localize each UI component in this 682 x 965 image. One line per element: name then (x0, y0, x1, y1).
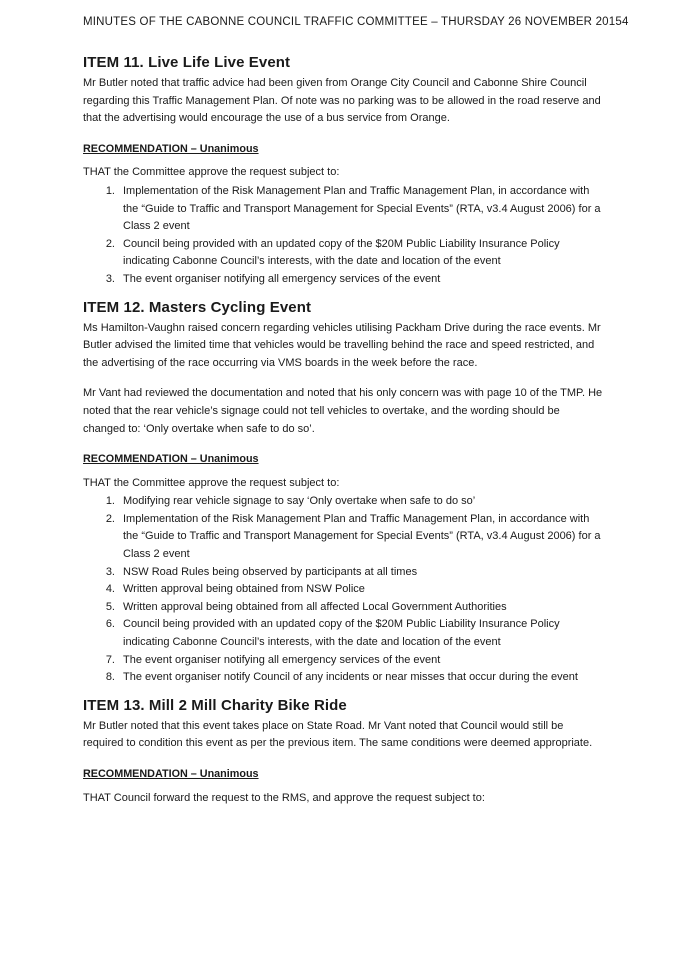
agenda-item (83, 54, 603, 289)
header-title: MINUTES OF THE CABONNE COUNCIL TRAFFIC COMMITTEE – THURSDAY 26 NOVEMBER 2015 (83, 16, 622, 28)
item-paragraph: Ms Hamilton-Vaughn raised concern regarding vehicles utilising Packham Drive during the race events. Mr Butler advised the limited time that vehicles would be travelling behind the race and speed restricted, and the advertising of the race occurring via VMS boards in the week before the race. (83, 321, 601, 369)
condition-text: The event organiser notify Council of any incidents or near misses that occur during the event (123, 671, 578, 684)
condition-text: Written approval being obtained from NSW Police (123, 583, 365, 596)
condition-text: Implementation of the Risk Management Plan and Traffic Management Plan, in accordance with the “Guide to Traffic and Transport Management for Special Events” (RTA, v3.4 August 2006) for a Class 2 event (123, 512, 601, 561)
item-heading: ITEM 11. Live Life Live Event (83, 54, 291, 71)
condition-item (83, 616, 603, 651)
condition-item (83, 669, 603, 687)
condition-item (83, 493, 603, 511)
document-body (83, 54, 603, 817)
condition-number: 1. (105, 495, 115, 508)
condition-text: Council being provided with an updated copy of the $20M Public Liability Insurance Policy indicating Cabonne Council’s interests, with the date and location of the event (123, 618, 560, 649)
agenda-item (83, 299, 603, 687)
condition-item (83, 236, 603, 271)
recommendation-heading: RECOMMENDATION – Unanimous (83, 768, 259, 780)
condition-item (83, 581, 603, 599)
recommendation-intro: THAT the Committee approve the request subject to: (83, 166, 340, 179)
condition-text: Council being provided with an updated copy of the $20M Public Liability Insurance Policy indicating Cabonne Council’s interests, with the date and location of the event (123, 237, 560, 268)
condition-item (83, 511, 603, 564)
conditions-list (83, 493, 603, 687)
item-paragraph: Mr Vant had reviewed the documentation and noted that his only concern was with page 10 of the TMP. He noted that the rear vehicle’s signage could not tell vehicles to overtake, and the wording should be changed to: ‘Only overtake when safe to do so’. (83, 387, 603, 435)
item-heading: ITEM 12. Masters Cycling Event (83, 298, 312, 316)
condition-number: 2. (105, 512, 115, 525)
condition-number: 2. (105, 237, 115, 250)
recommendation-heading: RECOMMENDATION – Unanimous (83, 453, 259, 466)
conditions-list (83, 183, 603, 289)
agenda-item (83, 697, 603, 807)
condition-text: The event organiser notifying all emergency services of the event (123, 272, 441, 285)
condition-number: 3. (105, 565, 115, 578)
condition-number: 1. (105, 184, 115, 197)
page-header (83, 16, 629, 28)
condition-number: 8. (105, 671, 115, 684)
page-number: 4 (621, 16, 629, 28)
condition-text: Written approval being obtained from all affected Local Government Authorities (123, 600, 507, 613)
condition-number: 6. (105, 618, 115, 631)
recommendation-intro: THAT the Committee approve the request subject to: (83, 476, 340, 489)
condition-item (83, 652, 603, 670)
item-heading: ITEM 13. Mill 2 Mill Charity Bike Ride (83, 696, 347, 714)
condition-number: 4. (105, 583, 115, 596)
condition-item (83, 564, 603, 582)
condition-item (83, 271, 603, 289)
condition-number: 7. (105, 653, 115, 666)
condition-number: 3. (105, 272, 115, 285)
condition-text: The event organiser notifying all emergency services of the event (123, 653, 441, 666)
condition-text: Modifying rear vehicle signage to say ‘Only overtake when safe to do so’ (123, 495, 476, 508)
condition-number: 5. (105, 600, 115, 613)
condition-item (83, 599, 603, 617)
condition-item (83, 183, 603, 236)
item-paragraph: Mr Butler noted that this event takes place on State Road. Mr Vant noted that Council would still be required to condition this event as per the previous item. The same conditions were deemed appropriate. (83, 719, 593, 750)
recommendation-heading: RECOMMENDATION – Unanimous (83, 142, 259, 155)
recommendation-intro: THAT Council forward the request to the RMS, and approve the request subject to: (83, 791, 485, 804)
condition-text: Implementation of the Risk Management Plan and Traffic Management Plan, in accordance with the “Guide to Traffic and Transport Management for Special Events” (RTA, v3.4 August 2006) for a Class 2 event (123, 184, 601, 233)
item-paragraph: Mr Butler noted that traffic advice had been given from Orange City Council and Cabonne Shire Council regarding this Traffic Management Plan. Of note was no parking was to be allowed in the road reserve and that the advertising would encourage the use of a bus service from Orange. (83, 77, 601, 125)
condition-text: NSW Road Rules being observed by participants at all times (123, 565, 418, 578)
